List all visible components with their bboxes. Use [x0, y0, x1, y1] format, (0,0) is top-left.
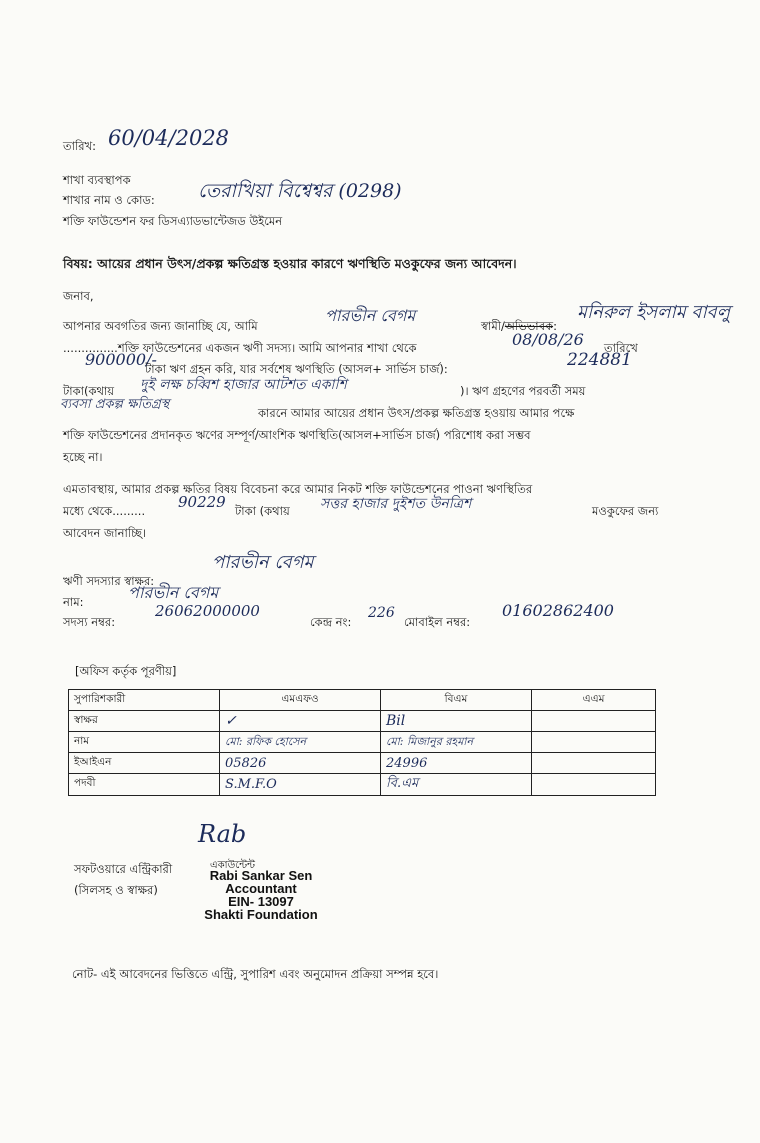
- bm-designation: বি.এম: [381, 774, 532, 796]
- subject-line: বিষয়: আয়ের প্রধান উৎস/প্রকল্প ক্ষতিগ্রস্ত হওয়ার কারণে ঋণস্থিতি মওকুফের জন্য আবেদন।: [63, 256, 517, 271]
- date-label: তারিখ:: [63, 139, 97, 153]
- col-bm: বিএম: [381, 690, 532, 711]
- mfo-designation: S.M.F.O: [220, 774, 381, 796]
- branch-label: শাখার নাম ও কোড:: [63, 193, 155, 207]
- body-text: তারিখে: [604, 341, 638, 355]
- member-name-label: নাম:: [63, 595, 84, 609]
- body-para2-line-2c: মওকুফের জন্য: [592, 504, 659, 518]
- loan-amount: 900000/-: [85, 350, 157, 369]
- bm-name: মো: মিজানুর রহমান: [381, 732, 532, 753]
- applicant-name: পারভীন বেগম: [325, 306, 416, 325]
- date-value: 60/04/2028: [108, 126, 230, 150]
- table-row: [69, 774, 656, 796]
- am-designation: [532, 774, 656, 796]
- body-para2-line-2a: মধ্যে থেকে.........: [63, 504, 146, 518]
- office-section-label: [অফিস কর্তৃক পূরণীয়]: [75, 664, 177, 678]
- member-number-label: সদস্য নম্বর:: [63, 615, 116, 629]
- body-line-5: কারনে আমার আয়ের প্রধান উৎস/প্রকল্প ক্ষতিগ্রস্ত হওয়ায় আমার পক্ষে: [258, 406, 575, 420]
- husband-name: মনিরুল ইসলাম বাবলু: [577, 302, 731, 323]
- husband-label: স্বামী/অভিভাবক:: [481, 319, 557, 333]
- office-table: [68, 689, 656, 796]
- body-line-1: [63, 318, 258, 337]
- row-label: ইআইএন: [69, 753, 220, 774]
- col-mfo: এমএফও: [220, 690, 381, 711]
- body-para2-line-3: আবেদন জানাচ্ছি।: [63, 526, 147, 540]
- seal-name: Rabi Sankar Sen: [209, 868, 313, 883]
- col-am: এএম: [532, 690, 656, 711]
- am-signature: [532, 711, 656, 732]
- mobile-number: 01602862400: [502, 601, 614, 620]
- member-signature-label: ঋণী সদস্যার স্বাক্ষর:: [63, 574, 155, 588]
- bm-signature: Bil: [381, 711, 532, 732]
- mfo-name: মো: রফিক হোসেন: [220, 732, 381, 753]
- table-row: [69, 711, 656, 732]
- loan-balance: 224881: [567, 350, 632, 370]
- body-line-4b: )। ঋণ গ্রহণের পরবর্তী সময়: [460, 384, 586, 398]
- loss-reason: ব্যবসা প্রকল্প ক্ষতিগ্রস্থ: [60, 397, 170, 412]
- waiver-amount: 90229: [178, 493, 226, 511]
- body-line-6: শক্তি ফাউন্ডেশনের প্রদানকৃত ঋণের সম্পূর্ণ/আংশিক ঋণস্থিতি(আসল+সার্ভিস চার্জ) পরিশোধ করা সম্ভব: [63, 428, 531, 442]
- body-line-2: ...............শক্তি ফাউন্ডেশনের একজন ঋণী সদস্য। আমি আপনার শাখা থেকে: [63, 341, 417, 355]
- seal-signature-label: (সিলসহ ও স্বাক্ষর): [74, 883, 158, 897]
- seal-title: Accountant: [225, 881, 297, 896]
- am-ein: [532, 753, 656, 774]
- body-text: আপনার অবগতির জন্য জানাচ্ছি যে, আমি: [63, 319, 258, 333]
- body-line-3: টাকা ঋণ গ্রহন করি, যার সর্বশেষ ঋণস্থিতি (আসল+ সার্ভিস চার্জ):: [145, 362, 448, 376]
- body-para2-line-2b: টাকা (কথায়: [235, 504, 290, 518]
- seal-ein: EIN- 13097: [228, 894, 294, 909]
- table-row: [69, 732, 656, 753]
- seal-org: Shakti Foundation: [204, 907, 318, 922]
- bm-ein: 24996: [381, 753, 532, 774]
- center-number: 226: [368, 605, 395, 621]
- software-entry-label: সফটওয়ারে এন্ট্রিকারী: [74, 862, 173, 876]
- recipient-title: শাখা ব্যবস্থাপক: [63, 173, 131, 187]
- footer-note: নোট- এই আবেদনের ভিত্তিতে এন্ট্রি, সুপারিশ এবং অনুমোদন প্রক্রিয়া সম্পন্ন হবে।: [72, 967, 439, 981]
- body-para2-line-1: এমতাবস্থায়, আমার প্রকল্প ক্ষতির বিষয় বিবেচনা করে আমার নিকট শক্তি ফাউন্ডেশনের পাওনা ঋণস্থিতির: [63, 482, 533, 496]
- col-recommender: সুপারিশকারী: [69, 690, 220, 711]
- center-label: কেন্দ্র নং:: [310, 615, 352, 629]
- row-label: স্বাক্ষর: [69, 711, 220, 732]
- accountant-signature: Rab: [198, 820, 247, 848]
- salutation: জনাব,: [63, 289, 94, 303]
- accountant-seal: [188, 869, 334, 921]
- mfo-signature: ✓: [220, 711, 381, 732]
- balance-in-words: দুই লক্ষ চব্বিশ হাজার আটশত একাশি: [140, 377, 347, 393]
- member-signature: পারভীন বেগম: [212, 552, 314, 573]
- member-number: 26062000000: [155, 602, 260, 620]
- mfo-ein: 05826: [220, 753, 381, 774]
- mobile-label: মোবাইল নম্বর:: [404, 615, 471, 629]
- table-header-row: [69, 690, 656, 711]
- loan-date: 08/08/26: [512, 330, 584, 349]
- body-line-4a: টাকা(কথায়: [63, 384, 115, 398]
- member-name: পারভীন বেগম: [128, 583, 219, 602]
- software-entry-role: একাউন্টেন্ট: [210, 860, 256, 871]
- am-name: [532, 732, 656, 753]
- row-label: নাম: [69, 732, 220, 753]
- row-label: পদবী: [69, 774, 220, 796]
- table-row: [69, 753, 656, 774]
- waiver-in-words: সত্তর হাজার দুইশত উনত্রিশ: [320, 496, 472, 512]
- body-line-7: হচ্ছে না।: [63, 450, 103, 464]
- branch-value: তেরাখিয়া বিশ্বেশ্বর (0298): [198, 180, 402, 202]
- org-name: শক্তি ফাউন্ডেশন ফর ডিসএ্যাডভান্টেজড উইমেন: [63, 214, 283, 228]
